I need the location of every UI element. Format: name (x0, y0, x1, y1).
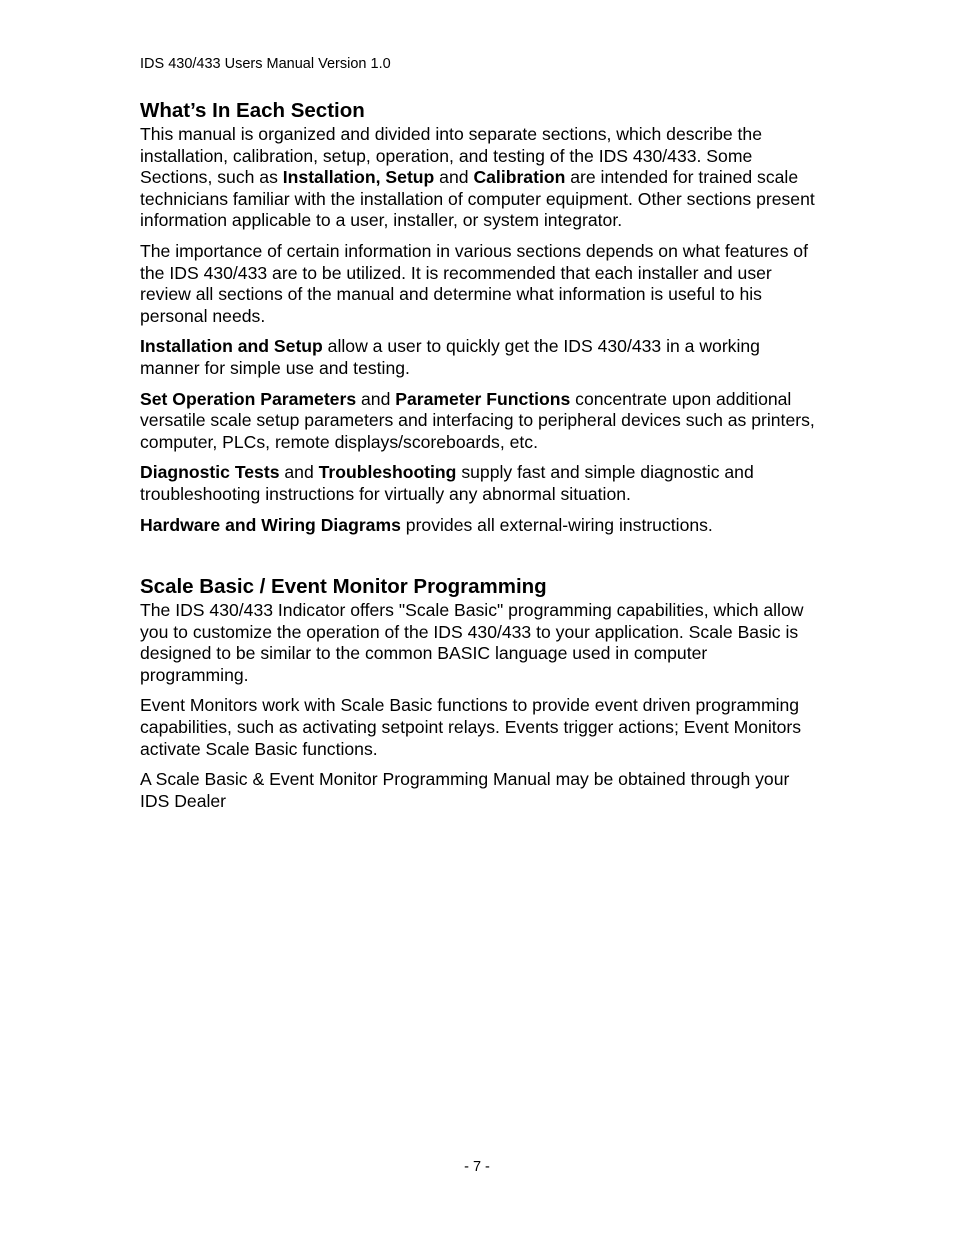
page-content (140, 98, 820, 821)
bold-term: Diagnostic Tests (140, 462, 280, 483)
text-run: and (434, 167, 474, 188)
paragraph-hardware-wiring (140, 515, 820, 537)
bold-term: Troubleshooting (318, 462, 457, 483)
running-header: IDS 430/433 Users Manual Version 1.0 (140, 56, 391, 72)
text-run: concentrate upon additional versatile scale setup parameters and interfacing to peripheral devices such as printers, computer, PLCs, remote displays/scoreboards, etc. (140, 388, 815, 452)
text-run: supply fast and simple diagnostic and troubleshooting instructions for virtually any abnormal situation. (140, 462, 754, 504)
text-run: provides all external-wiring instructions. (400, 514, 713, 535)
bold-term: Installation and Setup (140, 336, 323, 357)
paragraph-installation-setup (140, 336, 820, 379)
text-run: and (356, 388, 396, 409)
page-number: - 7 - (464, 1159, 490, 1175)
paragraph-scale-basic: The IDS 430/433 Indicator offers "Scale Basic" programming capabilities, which allow you to customize the operation of the IDS 430/433 to your application. Scale Basic is designed to be similar to the common BASIC language used in computer programming. (140, 600, 804, 685)
bold-term: Set Operation Parameters (140, 388, 357, 409)
text-run: are intended for trained scale technicians familiar with the installation of computer equipment. Other sections present information applicable to a user, installer, or system integrator. (140, 167, 815, 231)
paragraph-event-monitors: Event Monitors work with Scale Basic functions to provide event driven programming capabilities, such as activating setpoint relays. Events trigger actions; Event Monitors activate Scale Basic functions. (140, 695, 802, 759)
bold-term: Calibration (473, 167, 566, 188)
bold-term: Hardware and Wiring Diagrams (140, 514, 401, 535)
paragraph-set-operation (140, 389, 820, 454)
text-run: and (279, 462, 319, 483)
paragraph-overview (140, 124, 820, 232)
section-heading-whats-in-each-section: What’s In Each Section (140, 99, 365, 122)
text-run: This manual is organized and divided into separate sections, which describe the installation, calibration, setup, operation, and testing of the IDS 430/433. Some Sections, such as (140, 124, 763, 188)
paragraph-programming-manual: A Scale Basic & Event Monitor Programming Manual may be obtained through your IDS Dealer (140, 769, 790, 811)
paragraph-importance: The importance of certain information in various sections depends on what features of the IDS 430/433 are to be utilized. It is recommended that each installer and user review all sections of the manual and determine what information is useful to his personal needs. (140, 240, 808, 326)
paragraph-diagnostics (140, 462, 820, 505)
bold-term: Parameter Functions (395, 388, 571, 409)
section-heading-scale-basic: Scale Basic / Event Monitor Programming (140, 575, 547, 599)
bold-term: Installation, Setup (282, 167, 435, 188)
text-run: allow a user to quickly get the IDS 430/433 in a working manner for simple use and testing. (140, 336, 760, 378)
